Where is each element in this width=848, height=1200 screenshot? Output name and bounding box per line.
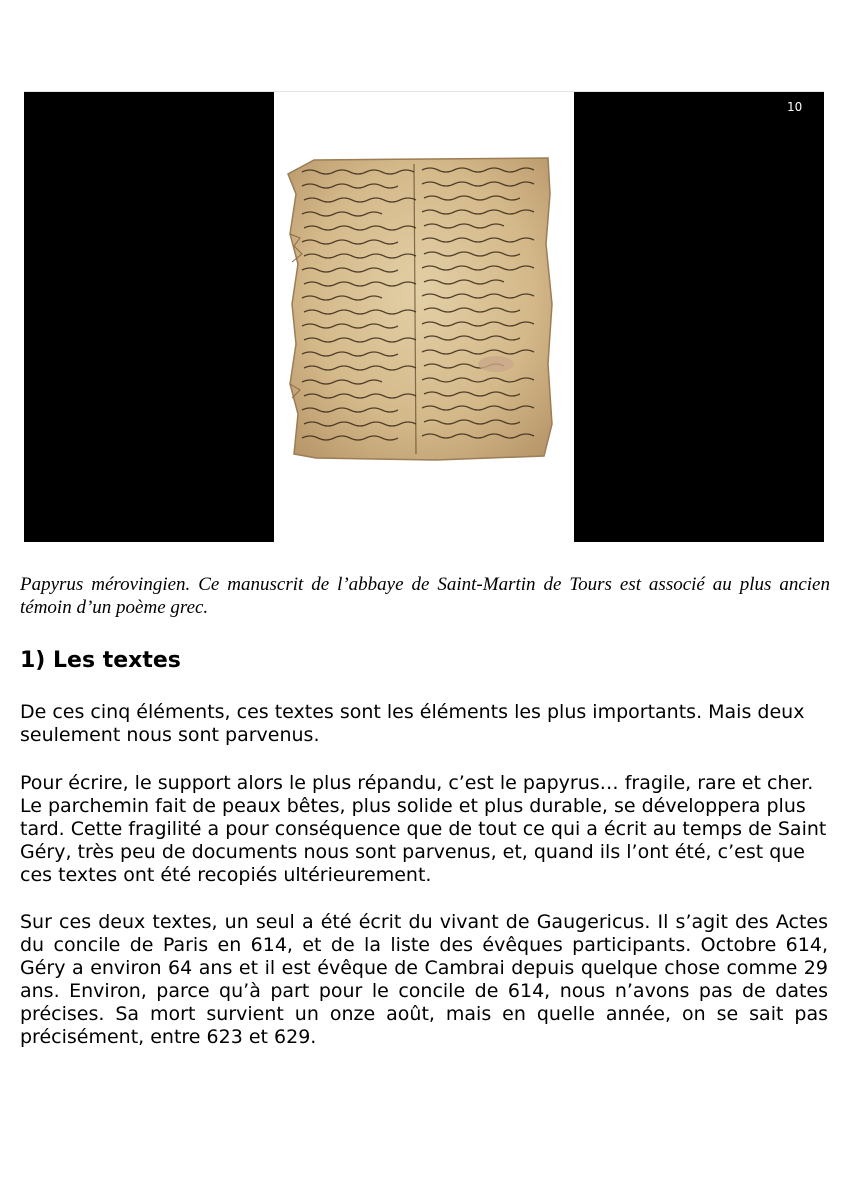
figure-left-black-band — [24, 92, 274, 542]
figure-caption: Papyrus mérovingien. Ce manuscrit de l’abbaye de Saint-Martin de Tours est associé au plus ancien témoin d’un poème grec. — [20, 574, 830, 618]
figure-right-black-band — [574, 92, 824, 542]
paragraph: De ces cinq éléments, ces textes sont les éléments les plus importants. Mais deux seulement nous sont parvenus. — [20, 701, 805, 746]
section-heading: 1) Les textes — [20, 648, 181, 673]
paragraph: Pour écrire, le support alors le plus répandu, c’est le papyrus… fragile, rare et cher. Le parchemin fait de peaux bêtes, plus solide et plus durable, se développera plus tard. Cette fragilité a pour conséquence que de tout ce qui a écrit au temps de Saint Géry, très peu de documents nous sont parvenus, et, quand ils l’ont été, c’est que ces textes ont été recopiés ultérieurement. — [20, 772, 827, 886]
figure — [24, 91, 824, 542]
paragraph: Sur ces deux textes, un seul a été écrit du vivant de Gaugericus. Il s’agit des Actes du concile de Paris en 614, et de la liste des évêques participants. Octobre 614, Géry a environ 64 ans et il est évêque de Cambrai depuis quelque chose comme 29 ans. Environ, parce qu’à part pour le concile de 614, nous n’avons pas de dates précises. Sa mort survient un onze août, mais en quelle année, on se sait pas précisément, entre 623 et 629. — [20, 911, 828, 1048]
page-number: 10 — [787, 100, 803, 114]
manuscript-image — [286, 154, 556, 464]
